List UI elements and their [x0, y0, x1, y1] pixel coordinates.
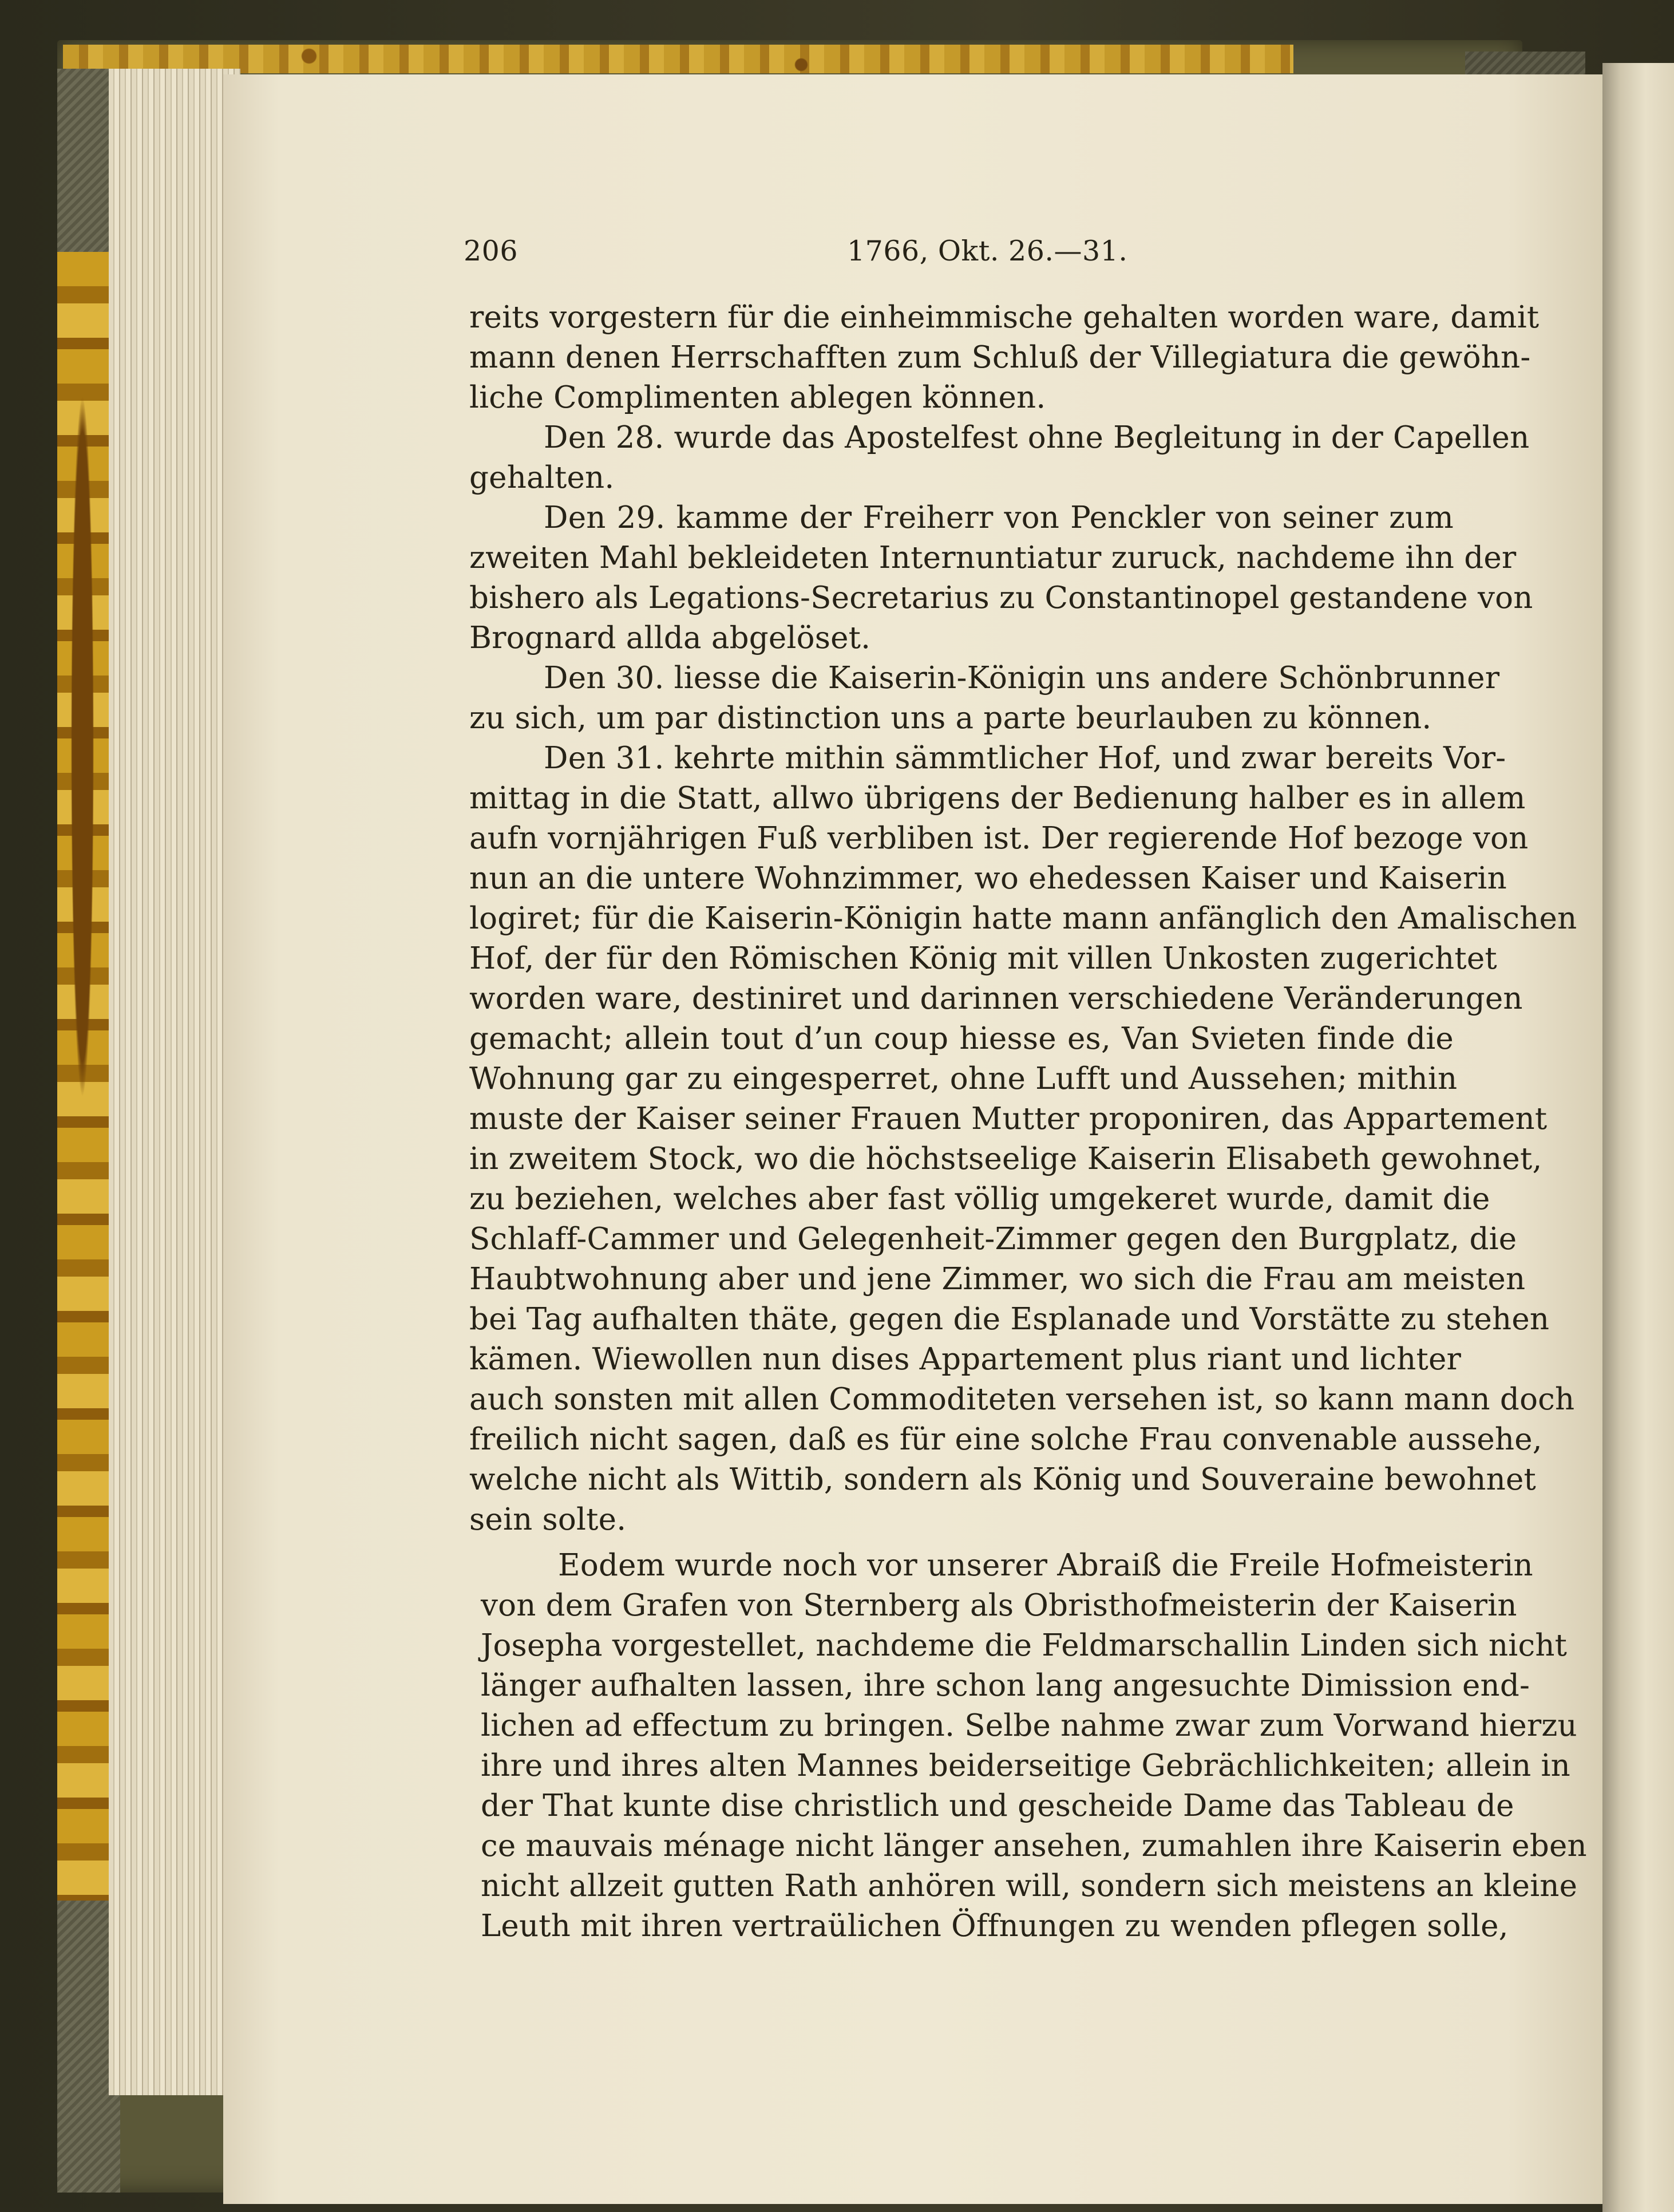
text-line: sein solte. — [469, 1502, 627, 1537]
text-line: nicht allzeit gutten Rath anhören will, sondern sich meistens an kleine — [481, 1869, 1578, 1903]
text-line: mann denen Herrschafften zum Schluß der Villegiatura die gewöhn- — [469, 340, 1531, 375]
text-line: zu beziehen, welches aber fast völlig umgekeret wurde, damit die — [469, 1182, 1490, 1216]
text-line: lichen ad effectum zu bringen. Selbe nahme zwar zum Vorwand hierzu — [481, 1708, 1577, 1743]
text-line: ce mauvais ménage nicht länger ansehen, zumahlen ihre Kaiserin eben — [481, 1828, 1587, 1863]
text-line: zu sich, um par distinction uns a parte beurlauben zu können. — [469, 701, 1432, 736]
text-line: liche Complimenten ablegen können. — [469, 380, 1046, 415]
text-line: Leuth mit ihren vertraülichen Öffnungen zu wenden pflegen solle, — [481, 1909, 1509, 1944]
text-line: Wohnung gar zu eingesperret, ohne Lufft und Aussehen; mithin — [469, 1061, 1458, 1096]
text-line: freilich nicht sagen, daß es für eine solche Frau convenable aussehe, — [469, 1422, 1542, 1457]
text-line: in zweitem Stock, wo die höchstseelige Kaiserin Elisabeth gewohnet, — [469, 1141, 1542, 1176]
text-line: Den 29. kamme der Freiherr von Penckler von seiner zum — [544, 500, 1454, 535]
text-line: aufn vornjährigen Fuß verbliben ist. Der regierende Hof bezoge von — [469, 821, 1529, 856]
text-line: nun an die untere Wohnzimmer, wo ehedessen Kaiser und Kaiserin — [469, 861, 1507, 896]
text-line: Den 28. wurde das Apostelfest ohne Begleitung in der Capellen — [544, 420, 1530, 455]
text-line: gehalten. — [469, 460, 615, 495]
page-header — [464, 235, 1436, 281]
text-line: Den 31. kehrte mithin sämmtlicher Hof, und zwar bereits Vor- — [544, 741, 1506, 776]
text-line: kämen. Wiewollen nun dises Appartement plus riant und lichter — [469, 1342, 1462, 1377]
text-line: Eodem wurde noch vor unserer Abraiß die Freile Hofmeisterin — [558, 1548, 1533, 1583]
text-line: Schlaff-Cammer und Gelegenheit-Zimmer gegen den Burgplatz, die — [469, 1222, 1517, 1257]
text-line: Den 30. liesse die Kaiserin-Königin uns andere Schönbrunner — [544, 661, 1500, 696]
text-line: bishero als Legations-Secretarius zu Constantinopel gestandene von — [469, 580, 1533, 615]
text-line: ihre und ihres alten Mannes beiderseitige Gebrächlichkeiten; allein in — [481, 1748, 1570, 1783]
text-line: der That kunte dise christlich und gescheide Dame das Tableau de — [481, 1788, 1514, 1823]
text-line: zweiten Mahl bekleideten Internuntiatur zuruck, nachdeme ihn der — [469, 540, 1517, 575]
text-line: gemacht; allein tout d’un coup hiesse es, Van Svieten finde die — [469, 1021, 1454, 1056]
text-line: Josepha vorgestellet, nachdeme die Feldmarschallin Linden sich nicht — [481, 1628, 1568, 1663]
text-line: worden ware, destiniret und darinnen verschiedene Veränderungen — [469, 981, 1523, 1016]
text-line: auch sonsten mit allen Commoditeten versehen ist, so kann mann doch — [469, 1382, 1575, 1417]
text-line: mittag in die Statt, allwo übrigens der Bedienung halber es in allem — [469, 781, 1526, 816]
text-line: muste der Kaiser seiner Frauen Mutter proponiren, das Appartement — [469, 1101, 1548, 1136]
text-line: Brognard allda abgelöset. — [469, 621, 871, 655]
text-line: logiret; für die Kaiserin-Königin hatte mann anfänglich den Amalischen — [469, 901, 1577, 936]
text-line: reits vorgestern für die einheimmische gehalten worden ware, damit — [469, 300, 1540, 335]
text-line: Hof, der für den Römischen König mit villen Unkosten zugerichtet — [469, 941, 1497, 976]
text-line: länger aufhalten lassen, ihre schon lang angesuchte Dimission end- — [481, 1668, 1530, 1703]
running-head: 1766, Okt. 26.—31. — [847, 235, 1128, 267]
page-number: 206 — [464, 235, 519, 267]
text-line: welche nicht als Wittib, sondern als König und Souveraine bewohnet — [469, 1462, 1537, 1497]
text-line: Haubtwohnung aber und jene Zimmer, wo sich die Frau am meisten — [469, 1262, 1526, 1297]
text-line: von dem Grafen von Sternberg als Obristhofmeisterin der Kaiserin — [481, 1588, 1517, 1623]
text-line: bei Tag aufhalten thäte, gegen die Esplanade und Vorstätte zu stehen — [469, 1302, 1550, 1337]
